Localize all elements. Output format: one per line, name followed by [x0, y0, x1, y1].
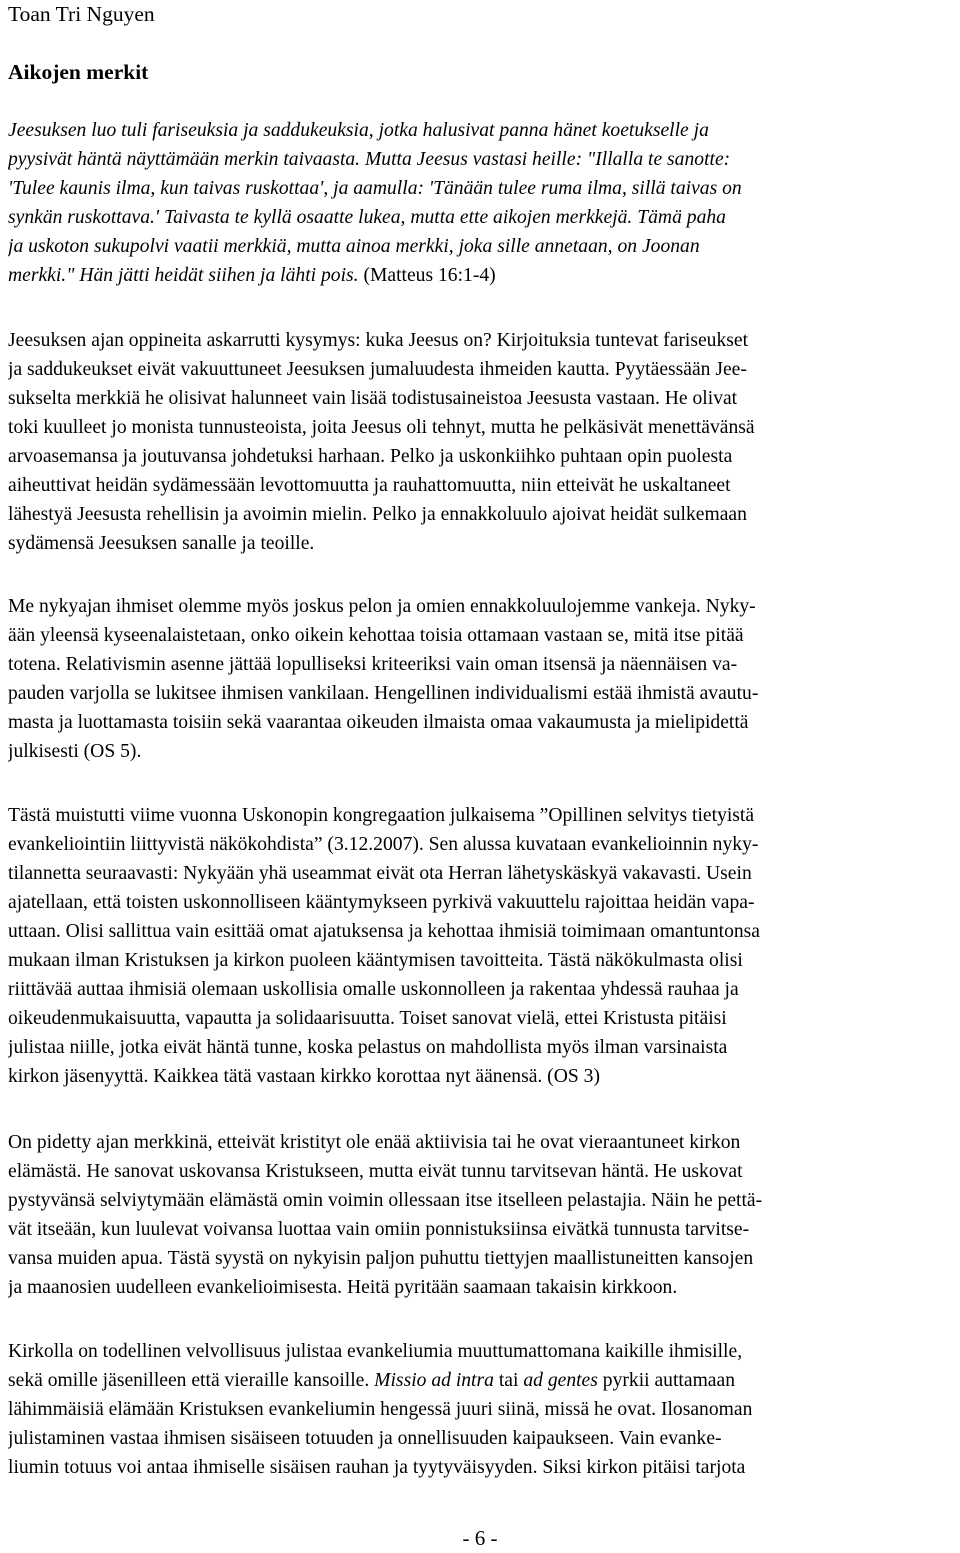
text-line — [8, 442, 954, 471]
paragraph-congregation-note — [8, 801, 954, 1091]
text-run: julkisesti (OS 5). — [8, 741, 142, 762]
text-line — [8, 975, 954, 1004]
text-run: tai — [493, 1370, 524, 1391]
text-run: sekä omille jäsenilleen että vieraille kansoille. — [8, 1370, 375, 1391]
text-line — [8, 946, 954, 975]
author-name: Toan Tri Nguyen — [8, 2, 155, 26]
text-run: totena. Relativismin asenne jättää lopulliseksi kriteeriksi vain oman itsensä ja näennäisen va- — [8, 654, 738, 675]
italic-text-run: 'Tulee kaunis ilma, kun taivas ruskottaa', ja aamulla: 'Tänään tulee ruma ilma, sillä taivas on — [8, 178, 742, 199]
text-run: pystyvänsä selviytymään elämästä omin voimin ollessaan itse itselleen pelastajia. Näin he pettä- — [8, 1190, 763, 1211]
text-line — [8, 830, 954, 859]
text-line — [8, 1366, 954, 1395]
text-run: vät itseään, kun luulevat voivansa luottaa vain omiin ponnistuksiinsa eivätkä tunnusta tarvitse- — [8, 1219, 750, 1240]
text-run: evankeliointiin liittyvistä näkökohdista” (3.12.2007). Sen alussa kuvataan evankelioinnin nyky- — [8, 834, 759, 855]
text-run: tilannetta seuraavasti: Nykyään yhä useammat eivät ota Herran lähetyskäskyä vakavasti. Usein — [8, 863, 752, 884]
text-run: vansa muiden apua. Tästä syystä on nykyisin paljon puhuttu tiettyjen maallistuneitten kansojen — [8, 1248, 754, 1269]
text-line — [8, 471, 954, 500]
page-number: - 6 - — [462, 1526, 498, 1550]
text-run: mukaan ilman Kristuksen ja kirkon puoleen kääntymisen tavoitteita. Tästä näkökulmasta olisi — [8, 950, 743, 971]
text-run: elämästä. He sanovat uskovansa Kristukseen, mutta eivät tunnu tarvitsevan häntä. He uskovat — [8, 1161, 743, 1182]
text-run: Me nykyajan ihmiset olemme myös joskus pelon ja omien ennakkoluulojemme vankeja. Nyky- — [8, 596, 756, 617]
text-line — [8, 1395, 954, 1424]
text-line — [8, 679, 954, 708]
text-run: aiheuttivat heidän sydämessään levottomuutta ja rauhattomuutta, niin etteivät he uskaltaneet — [8, 475, 731, 496]
text-run: sydämensä Jeesuksen sanalle ja teoille. — [8, 533, 315, 554]
text-run: ään yleensä kyseenalaistetaan, onko oikein kehottaa toisia ottamaan vastaan se, mitä itse pitää — [8, 625, 744, 646]
italic-text-run: synkän ruskottava.' Taivasta te kyllä osaatte lukea, mutta ette aikojen merkkejä. Tämä paha — [8, 207, 726, 228]
text-line — [8, 355, 954, 384]
text-run: Jeesuksen ajan oppineita askarrutti kysymys: kuka Jeesus on? Kirjoituksia tuntevat fariseukset — [8, 330, 749, 351]
text-line — [8, 1273, 954, 1302]
text-run: (Matteus 16:1-4) — [358, 265, 496, 286]
paragraph-church-duty — [8, 1337, 954, 1482]
text-line — [8, 384, 954, 413]
text-run: pauden varjolla se lukitsee ihmisen vankilaan. Hengellinen individualismi estää ihmistä avautu- — [8, 683, 759, 704]
text-line — [8, 326, 954, 355]
text-line — [8, 801, 954, 830]
text-line — [8, 1424, 954, 1453]
text-line — [8, 888, 954, 917]
text-line — [8, 145, 954, 174]
text-line — [8, 1244, 954, 1273]
text-line — [8, 116, 954, 145]
italic-text-run: ad gentes — [523, 1370, 598, 1391]
paragraph-sign-of-times — [8, 1128, 954, 1302]
page-title: Aikojen merkit — [8, 60, 149, 84]
paragraph-modern-people — [8, 592, 954, 766]
paragraph-bible-quote — [8, 116, 954, 290]
text-run: ja saddukeukset eivät vakuuttuneet Jeesuksen jumaluudesta ihmeiden kautta. Pyytäessään Jee- — [8, 359, 747, 380]
text-line — [8, 1004, 954, 1033]
text-line — [8, 1186, 954, 1215]
text-line — [8, 1062, 954, 1091]
text-line — [8, 592, 954, 621]
italic-text-run: merkki." Hän jätti heidät siihen ja lähti pois. — [8, 265, 359, 286]
text-run: liumin totuus voi antaa ihmiselle sisäisen rauhan ja tyytyväisyyden. Siksi kirkon pitäisi tarjota — [8, 1457, 746, 1478]
text-run: arvoasemansa ja joutuvansa johdetuksi harhaan. Pelko ja uskonkiihko puhtaan opin puolesta — [8, 446, 733, 467]
text-line — [8, 1453, 954, 1482]
text-line — [8, 203, 954, 232]
paragraph-jesus-question — [8, 326, 954, 558]
text-line — [8, 859, 954, 888]
text-run: ajatellaan, että toisten uskonnolliseen kääntymykseen pyrkivä vakuuttelu rajoittaa heidän vapa- — [8, 892, 755, 913]
text-line — [8, 413, 954, 442]
text-line — [8, 737, 954, 766]
text-line — [8, 917, 954, 946]
text-line — [8, 1215, 954, 1244]
text-line — [8, 621, 954, 650]
text-line — [8, 1033, 954, 1062]
text-run: On pidetty ajan merkkinä, etteivät kristityt ole enää aktiivisia tai he ovat vieraantuneet kirkon — [8, 1132, 741, 1153]
text-run: oikeudenmukaisuutta, vapautta ja solidaarisuutta. Toiset sanovat vielä, ettei Kristusta pitäisi — [8, 1008, 727, 1029]
text-run: pyrkii auttamaan — [597, 1370, 735, 1391]
text-line — [8, 1337, 954, 1366]
text-run: Kirkolla on todellinen velvollisuus julistaa evankeliumia muuttumattomana kaikille ihmisille, — [8, 1341, 743, 1362]
text-run: Tästä muistutti viime vuonna Uskonopin kongregaation julkaisema ”Opillinen selvitys tietyistä — [8, 805, 755, 826]
text-run: toki kuulleet jo monista tunnusteoista, joita Jeesus oli tehnyt, mutta he pelkäsivät menettävänsä — [8, 417, 755, 438]
text-run: lähimmäisiä elämään Kristuksen evankeliumin hengessä juuri siinä, missä he ovat. Ilosanoman — [8, 1399, 753, 1420]
text-run: riittävää auttaa ihmisiä olemaan uskollisia omalle uskonnolleen ja rakentaa yhdessä rauhaa ja — [8, 979, 739, 1000]
text-line — [8, 261, 954, 290]
text-run: uttaan. Olisi sallittua vain esittää omat ajatuksensa ja kehottaa ihmisiä toimimaan omantuntonsa — [8, 921, 760, 942]
italic-text-run: ja uskoton sukupolvi vaatii merkkiä, mutta ainoa merkki, joka sille annetaan, on Joonan — [8, 236, 700, 257]
text-run: masta ja luottamasta toisiin sekä vaarantaa oikeuden ilmaista omaa vakaumusta ja mielipidettä — [8, 712, 749, 733]
text-line — [8, 232, 954, 261]
text-run: kirkon jäsenyyttä. Kaikkea tätä vastaan kirkko korottaa nyt äänensä. (OS 3) — [8, 1066, 600, 1087]
text-run: ja maanosien uudelleen evankelioimisesta. Heitä pyritään saamaan takaisin kirkkoon. — [8, 1277, 678, 1298]
italic-text-run: Jeesuksen luo tuli fariseuksia ja saddukeuksia, jotka halusivat panna hänet koetukselle ja — [8, 120, 709, 141]
text-line — [8, 650, 954, 679]
text-line — [8, 174, 954, 203]
text-run: julistaa niille, jotka eivät häntä tunne, koska pelastus on mahdollista myös ilman varsinaista — [8, 1037, 728, 1058]
text-line — [8, 529, 954, 558]
text-line — [8, 708, 954, 737]
text-line — [8, 1157, 954, 1186]
text-line — [8, 500, 954, 529]
text-line — [8, 1128, 954, 1157]
text-run: julistaminen vastaa ihmisen sisäiseen totuuden ja onnellisuuden kaipaukseen. Vain evanke- — [8, 1428, 722, 1449]
italic-text-run: pyysivät häntä näyttämään merkin taivaasta. Mutta Jeesus vastasi heille: "Illalla te sanotte: — [8, 149, 731, 170]
italic-text-run: Missio ad intra — [374, 1370, 494, 1391]
text-run: sukselta merkkiä he olisivat halunneet vain lisää todistusaineistoa Jeesusta vastaan. He olivat — [8, 388, 738, 409]
text-run: lähestyä Jeesusta rehellisin ja avoimin mielin. Pelko ja ennakkoluulo ajoivat heidät sulkemaan — [8, 504, 747, 525]
